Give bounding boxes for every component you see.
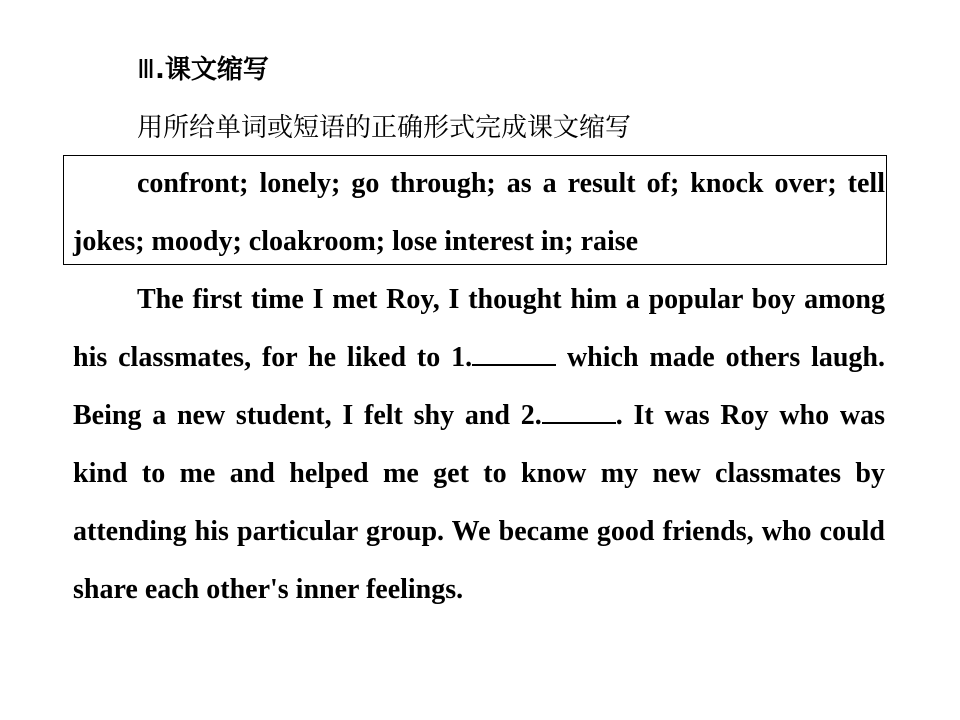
word-box	[73, 155, 885, 271]
passage-part-1: The first time I met Roy, I thought him a popular boy among his classmates, for he liked to 1.	[73, 284, 885, 373]
word-list: confront; lonely; go through; as a result of; knock over; tell jokes; moody; cloakroom; lose interest in; raise	[73, 168, 885, 257]
answer-blank-1[interactable]	[472, 342, 556, 366]
section-heading	[137, 50, 269, 90]
section-title: 课文缩写	[164, 55, 269, 85]
passage	[73, 271, 885, 619]
answer-blank-2[interactable]	[542, 400, 616, 424]
instruction-text: 用所给单词或短语的正确形式完成课文缩写	[137, 113, 632, 143]
passage-part-3: . It was Roy who was kind to me and helped me get to know my new classmates by attending his particular group. We became good friends, who could share each other's inner feelings.	[73, 400, 886, 605]
section-dot: .	[154, 55, 165, 85]
passage-part-2: which made others laugh. Being a new student, I felt shy and 2.	[73, 342, 886, 431]
section-numeral: Ⅲ	[137, 55, 155, 84]
